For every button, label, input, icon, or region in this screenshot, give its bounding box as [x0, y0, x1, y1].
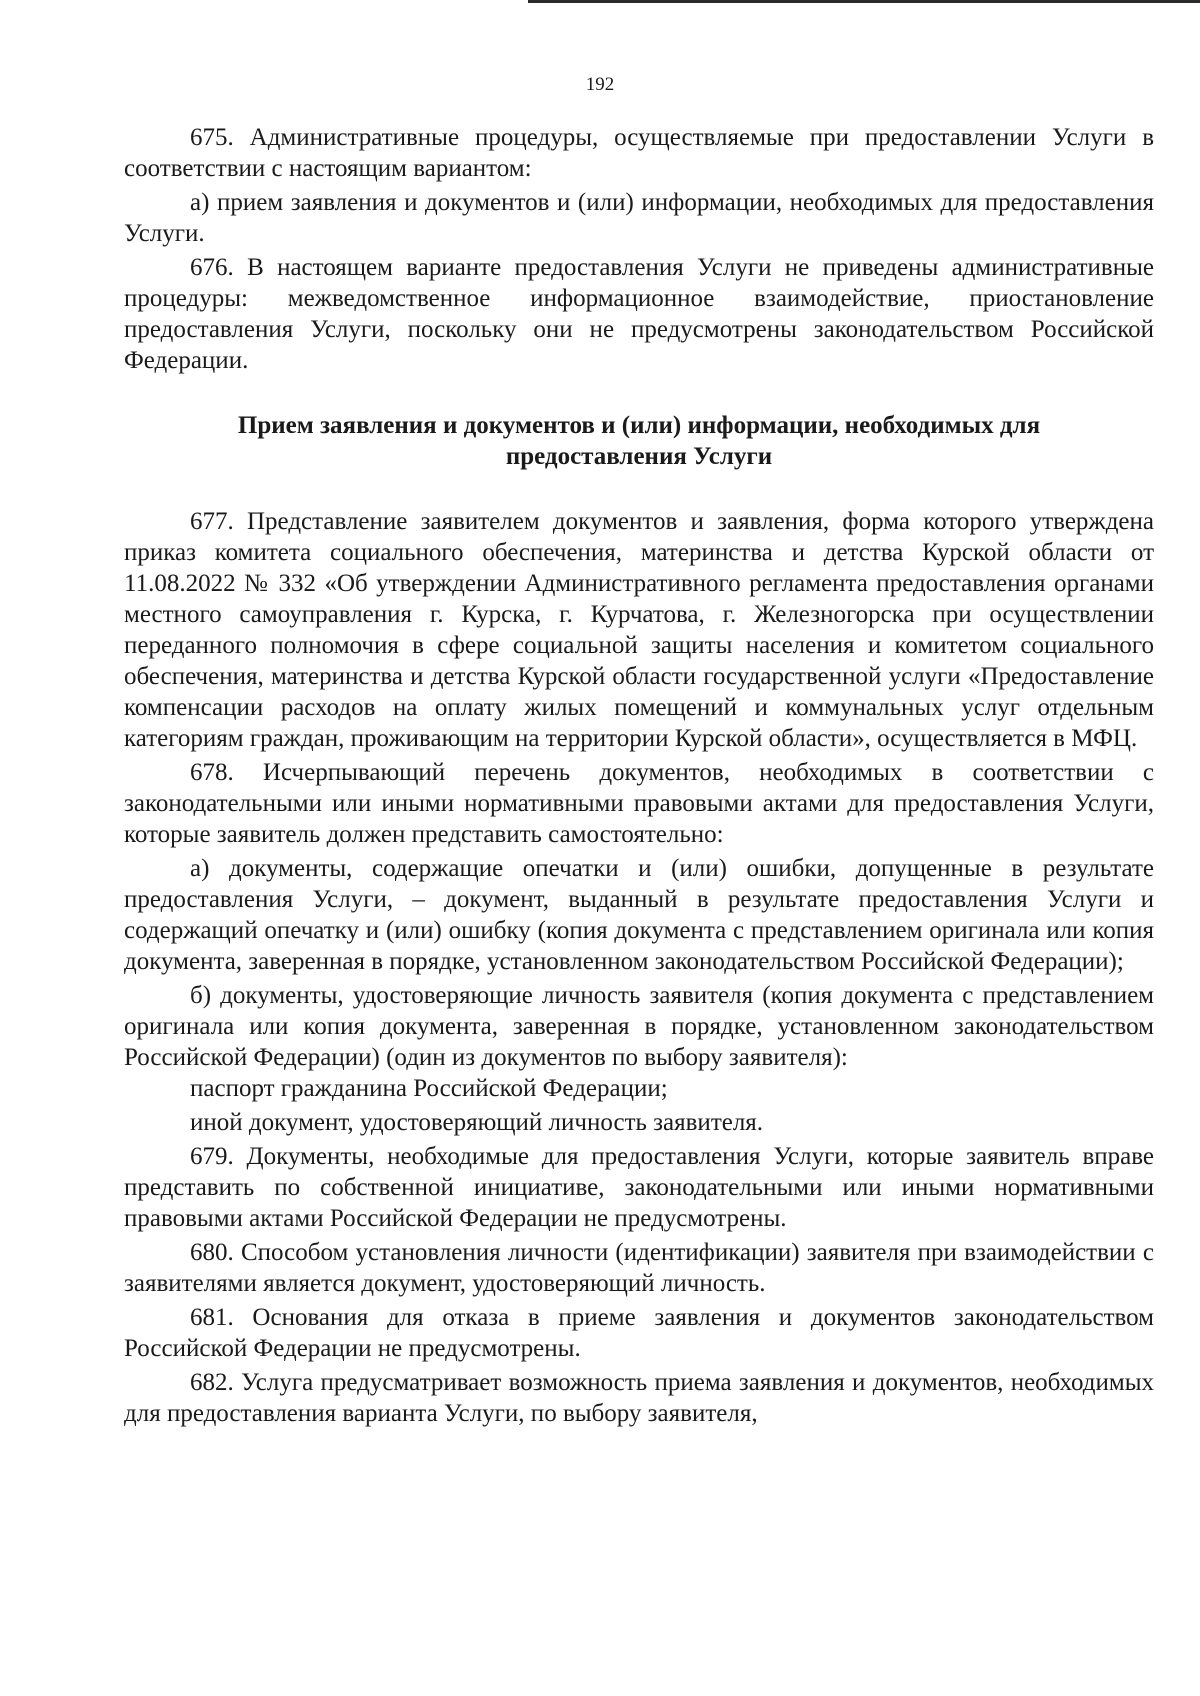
list-item-other-id: иной документ, удостоверяющий личность заявителя. [190, 1109, 764, 1136]
paragraph-682: 682. Услуга предусматривает возможность приема заявления и документов, необходимых для предоставления варианта Услуги, по выбору заявителя, [124, 1369, 1154, 1427]
section-heading: Прием заявления и документов и (или) информации, необходимых для предоставления Услуги [237, 412, 1041, 470]
paragraph-680: 680. Способом установления личности (идентификации) заявителя при взаимодействии с заявителями является документ, удостоверяющий личность. [124, 1239, 1154, 1297]
paragraph-676: 676. В настоящем варианте предоставления Услуги не приведены административные процедуры: межведомственное информационное взаимодействие, приостановление предоставления Услуги, поскольку они не предусмотрены законодательством Российской Федерации. [124, 254, 1154, 374]
list-item-passport: паспорт гражданина Российской Федерации; [190, 1075, 668, 1102]
top-border-line [528, 0, 1200, 3]
paragraph-678-b: б) документы, удостоверяющие личность заявителя (копия документа с представлением оригинала или копия документа, заверенная в порядке, установленном законодательством Российской Федерации) (один из документов по выбору заявителя): [124, 982, 1154, 1071]
paragraph-675: 675. Административные процедуры, осуществляемые при предоставлении Услуги в соответствии с настоящим вариантом: [124, 124, 1154, 182]
paragraph-678: 678. Исчерпывающий перечень документов, необходимых в соответствии с законодательными или иными нормативными правовыми актами для предоставления Услуги, которые заявитель должен представить самостоятельно: [124, 759, 1154, 848]
paragraph-679: 679. Документы, необходимые для предоставления Услуги, которые заявитель вправе представить по собственной инициативе, законодательными или иными нормативными правовыми актами Российской Федерации не предусмотрены. [124, 1143, 1154, 1232]
paragraph-678-a: а) документы, содержащие опечатки и (или) ошибки, допущенные в результате предоставления Услуги, – документ, выданный в результате предоставления Услуги и содержащий опечатку и (или) ошибку (копия документа с представлением оригинала или копия документа, заверенная в порядке, установленном законодательством Российской Федерации); [124, 855, 1154, 975]
paragraph-681: 681. Основания для отказа в приеме заявления и документов законодательством Российской Федерации не предусмотрены. [124, 1304, 1154, 1362]
paragraph-677: 677. Представление заявителем документов и заявления, форма которого утверждена приказ комитета социального обеспечения, материнства и детства Курской области от 11.08.2022 № 332 «Об утверждении Административного регламента предоставления органами местного самоуправления г. Курска, г. Курчатова, г. Железногорска при осуществлении переданного полномочия в сфере социальной защиты населения и комитетом социального обеспечения, материнства и детства Курской области государственной услуги «Предоставление компенсации расходов на оплату жилых помещений и коммунальных услуг отдельным категориям граждан, проживающим на территории Курской области», осуществляется в МФЦ. [124, 508, 1154, 752]
paragraph-675-a: а) прием заявления и документов и (или) информации, необходимых для предоставления Услуги. [124, 189, 1154, 247]
page-number: 192 [585, 74, 615, 95]
document-body [124, 122, 1154, 1429]
